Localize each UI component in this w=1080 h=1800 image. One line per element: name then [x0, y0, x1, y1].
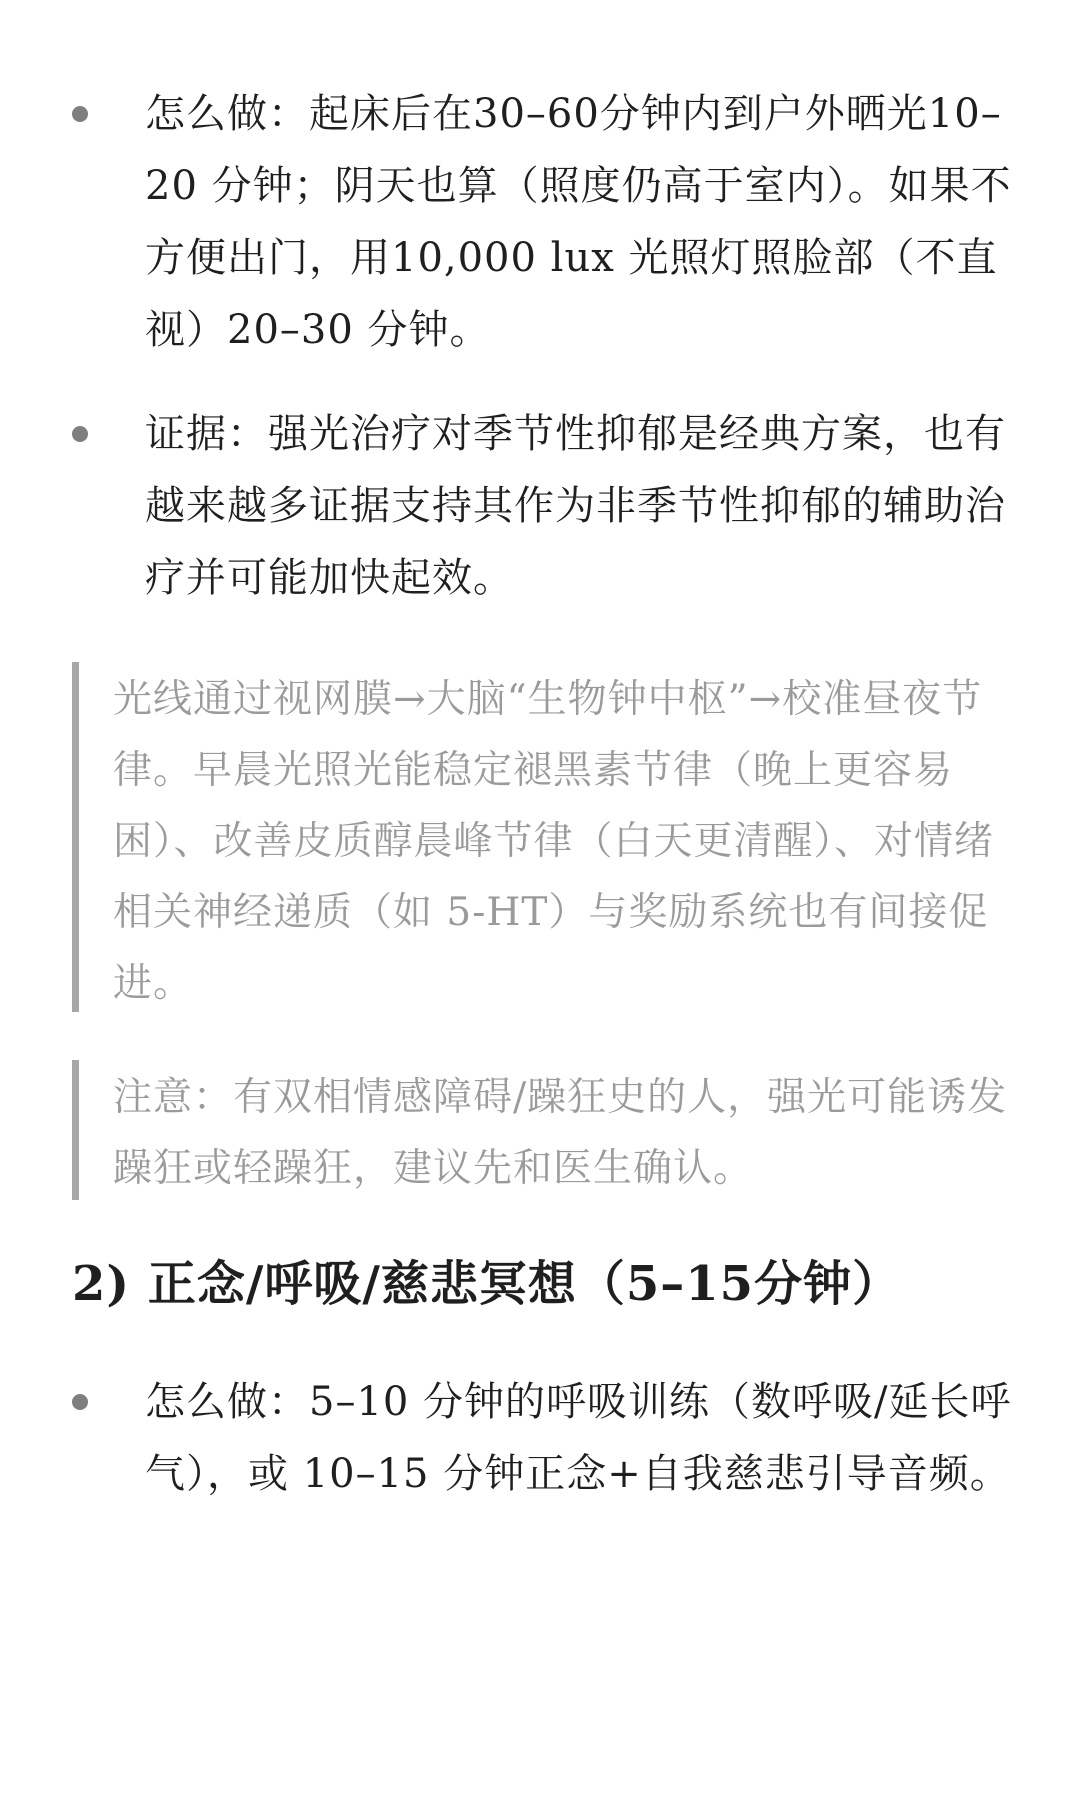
- list-item-text: 证据：强光治疗对季节性抑郁是经典方案，也有越来越多证据支持其作为非季节性抑郁的辅助治疗并可能加快起效。: [145, 411, 1006, 601]
- blockquote-text: 光线通过视网膜→大脑“生物钟中枢”→校准昼夜节律。早晨光照光能稳定褪黑素节律（晚上更容易困）、改善皮质醇晨峰节律（白天更清醒）、对情绪相关神经递质（如 5-HT）与奖励系统也有间接促进。: [113, 677, 995, 1006]
- blockquote-caution: [72, 1060, 1012, 1200]
- list-item-text: 怎么做：起床后在30–60分钟内到户外晒光10–20 分钟；阴天也算（照度仍高于室内）。如果不方便出门，用10,000 lux 光照灯照脸部（不直视）20–30 分钟。: [145, 91, 1012, 353]
- list-item-text: 怎么做：5–10 分钟的呼吸训练（数呼吸/延长呼气），或 10–15 分钟正念+自我慈悲引导音频。: [145, 1379, 1012, 1497]
- blockquote-text: 注意：有双相情感障碍/躁狂史的人，强光可能诱发躁狂或轻躁狂，建议先和医生确认。: [113, 1075, 1008, 1191]
- bullet-dot: [72, 106, 88, 122]
- section-heading: 2) 正念/呼吸/慈悲冥想（5–15分钟）: [72, 1256, 902, 1312]
- bullet-dot: [72, 1394, 88, 1410]
- bullet-dot: [72, 426, 88, 442]
- blockquote-mechanism: [72, 662, 1012, 1012]
